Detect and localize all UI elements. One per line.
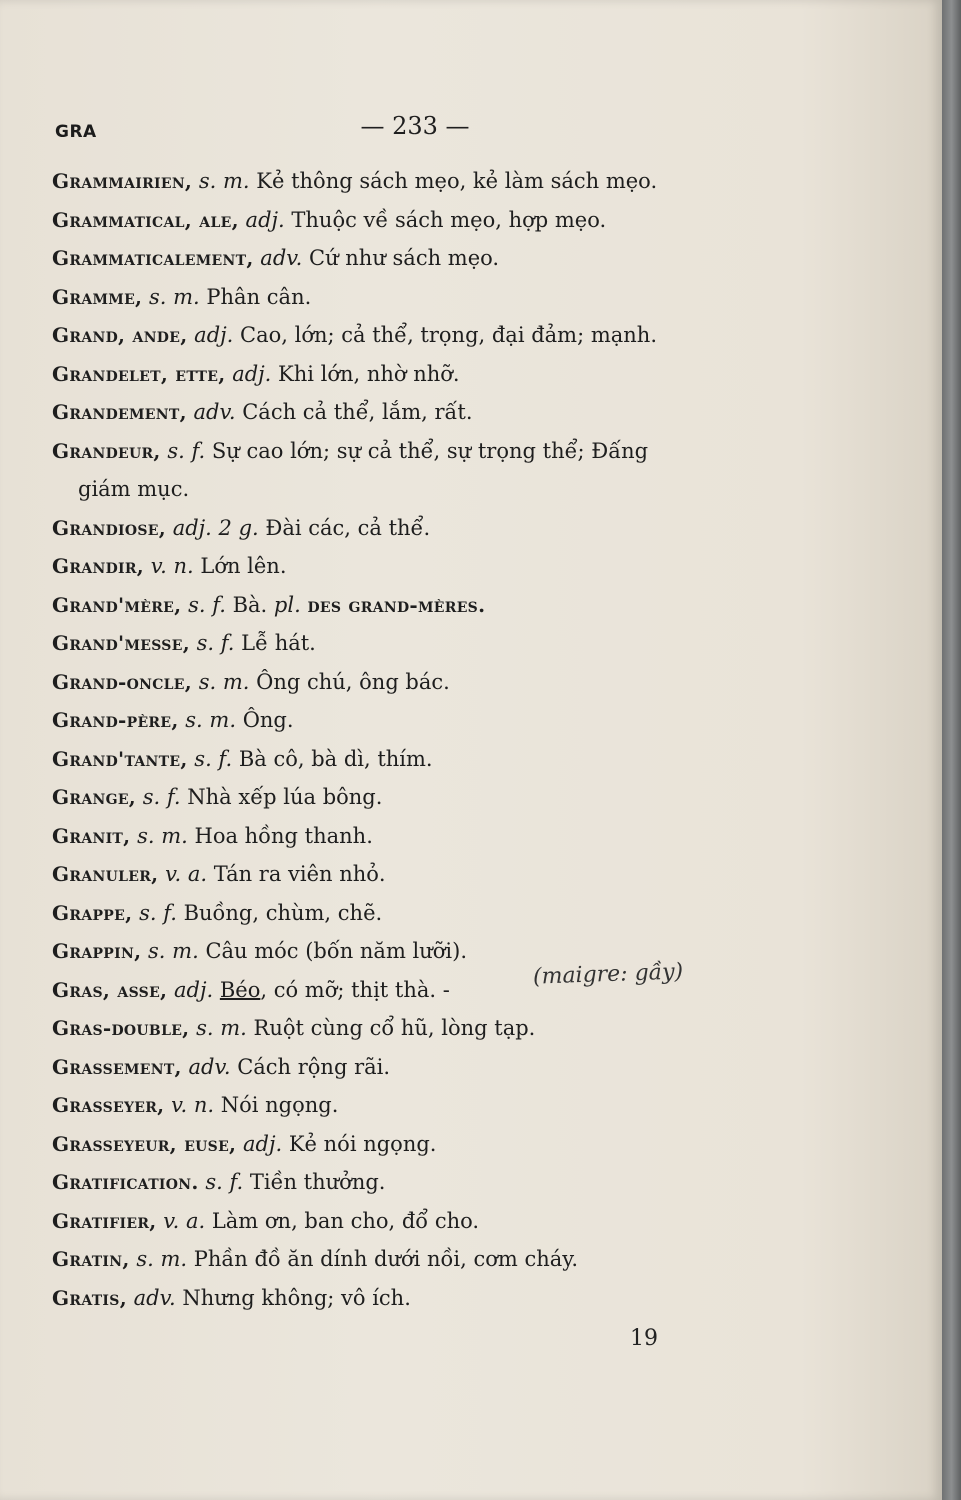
dictionary-entry xyxy=(52,740,772,779)
grammar-label: adj. xyxy=(194,323,234,347)
headword: Grandement, xyxy=(52,400,187,424)
dictionary-entry xyxy=(52,1086,772,1125)
dictionary-entry xyxy=(52,547,772,586)
grammar-label: adj. xyxy=(174,977,214,1002)
headword: Grammatical, ale, xyxy=(52,207,239,232)
definition: Tiền thưởng. xyxy=(249,1170,386,1194)
definition: Câu móc (bốn năm lưỡi). xyxy=(205,939,468,963)
definition: Bà. xyxy=(232,592,268,617)
dictionary-entry xyxy=(52,1048,772,1087)
definition: Hoa hồng thanh. xyxy=(194,823,373,848)
definition: Kẻ thông sách mẹo, kẻ làm sách mẹo. xyxy=(256,169,658,193)
grammar-label: s. f. xyxy=(142,785,181,809)
headword: Grand-père, xyxy=(52,708,179,732)
dictionary-entry xyxy=(52,278,772,317)
dictionary-entry xyxy=(52,701,772,740)
grammar-label: s. m. xyxy=(198,169,250,193)
definition: Đài các, cả thể. xyxy=(265,515,431,540)
headword: Grappe, xyxy=(52,900,133,925)
headword: Grand'mère, xyxy=(52,592,182,617)
dictionary-entry xyxy=(52,1279,772,1318)
grammar-label: s. m. xyxy=(185,708,236,732)
handwritten-annotation: (maigre: gầy) xyxy=(532,959,684,990)
headword: Grasseyer, xyxy=(52,1093,165,1117)
grammar-label: v. a. xyxy=(165,862,208,886)
headword: Grassement, xyxy=(52,1054,182,1079)
definition: Nhưng không; vô ích. xyxy=(182,1285,411,1310)
definition-continuation: giám mục. xyxy=(78,477,190,501)
guide-word: GRA xyxy=(55,122,97,142)
grammar-label: s. m. xyxy=(137,823,188,848)
headword: Grandelet, ette, xyxy=(52,361,226,386)
headword: Gratification. xyxy=(52,1170,199,1194)
definition: Ông. xyxy=(242,708,294,732)
headword: Gratifier, xyxy=(52,1208,157,1233)
dictionary-entry xyxy=(52,1240,772,1279)
dictionary-entry xyxy=(52,624,772,663)
headword: Grandeur, xyxy=(52,438,161,463)
definition: Sự cao lớn; sự cả thể, sự trọng thể; Đấng xyxy=(211,438,649,463)
definition: Cứ như sách mẹo. xyxy=(309,246,500,270)
dictionary-entry xyxy=(52,1009,772,1048)
dictionary-entry xyxy=(52,586,772,625)
entry-list xyxy=(52,162,772,1317)
definition: Bà cô, bà dì, thím. xyxy=(238,746,433,771)
headword: Grappin, xyxy=(52,939,142,963)
dictionary-entry xyxy=(52,393,772,432)
headword: Grammairien, xyxy=(52,169,193,193)
grammar-label: s. f. xyxy=(188,592,226,617)
definition: Lễ hát. xyxy=(241,631,316,655)
dictionary-entry xyxy=(52,778,772,817)
headword: Gramme, xyxy=(52,284,143,309)
definition: Khi lớn, nhờ nhỡ. xyxy=(278,361,460,386)
headword: Grasseyeur, euse, xyxy=(52,1131,237,1156)
grammar-label: adv. xyxy=(260,246,303,270)
headword: Grange, xyxy=(52,785,137,809)
grammar-label: s. m. xyxy=(198,669,250,694)
grammar-label: s. f. xyxy=(196,631,235,655)
headword: Grandiose, xyxy=(52,515,167,540)
definition: Nói ngọng. xyxy=(220,1093,339,1117)
dictionary-entry xyxy=(52,663,772,702)
headword: Gras-double, xyxy=(52,1016,190,1040)
headword: Gratin, xyxy=(52,1247,130,1271)
grammar-label: s. m. xyxy=(136,1247,188,1271)
definition: Làm ơn, ban cho, đổ cho. xyxy=(211,1208,480,1233)
underlined-word: Béo xyxy=(219,977,261,1002)
headword: Grand-oncle, xyxy=(52,669,193,694)
plural-label: pl. xyxy=(273,592,301,617)
definition: Buồng, chùm, chẽ. xyxy=(183,900,383,925)
definition: Cao, lớn; cả thể, trọng, đại đảm; mạnh. xyxy=(240,323,658,347)
definition: , có mỡ; thịt thà. - xyxy=(260,977,450,1002)
grammar-label: s. f. xyxy=(139,900,177,925)
grammar-label: adj. 2 g. xyxy=(172,515,259,540)
headword: Granuler, xyxy=(52,862,159,886)
definition: Cách cả thể, lắm, rất. xyxy=(242,400,473,424)
dictionary-entry xyxy=(52,855,772,894)
headword: Grand'tante, xyxy=(52,746,188,771)
grammar-label: adj. xyxy=(245,207,285,232)
dictionary-entry xyxy=(52,509,772,548)
grammar-label: adv. xyxy=(188,1054,231,1079)
grammar-label: s. f. xyxy=(167,438,206,463)
plural-form: des grand-mères. xyxy=(307,592,486,617)
page-number: — 233 — xyxy=(360,112,470,140)
definition: Phần đồ ăn dính dưới nồi, cơm cháy. xyxy=(193,1247,579,1271)
grammar-label: adj. xyxy=(232,361,272,386)
headword: Grand'messe, xyxy=(52,631,190,655)
definition: Kẻ nói ngọng. xyxy=(288,1131,437,1156)
headword: Grand, ande, xyxy=(52,323,188,347)
grammar-label: s. m. xyxy=(196,1016,247,1040)
dictionary-entry xyxy=(52,817,772,856)
definition: Nhà xếp lúa bông. xyxy=(187,785,383,809)
headword: Grandir, xyxy=(52,554,145,578)
grammar-label: s. m. xyxy=(149,284,200,309)
dictionary-entry xyxy=(52,239,772,278)
dictionary-entry xyxy=(52,432,762,509)
definition: Thuộc về sách mẹo, hợp mẹo. xyxy=(291,207,607,232)
definition: Phân cân. xyxy=(206,284,312,309)
definition: Ông chú, ông bác. xyxy=(256,669,450,694)
grammar-label: adv. xyxy=(133,1285,176,1310)
grammar-label: v. n. xyxy=(171,1093,215,1117)
dictionary-entry xyxy=(52,355,772,394)
definition: Ruột cùng cổ hũ, lòng tạp. xyxy=(253,1016,536,1040)
grammar-label: adv. xyxy=(193,400,236,424)
grammar-label: v. n. xyxy=(150,554,194,578)
grammar-label: s. f. xyxy=(205,1170,244,1194)
dictionary-entry xyxy=(52,316,772,355)
signature-mark: 19 xyxy=(630,1326,658,1351)
dictionary-entry xyxy=(52,894,772,933)
grammar-label: s. m. xyxy=(148,939,199,963)
definition: Lớn lên. xyxy=(200,554,287,578)
dictionary-entry xyxy=(52,1202,772,1241)
page-edge xyxy=(942,0,961,1500)
page-header xyxy=(55,108,765,148)
grammar-label: s. f. xyxy=(194,746,233,771)
definition: Cách rộng rãi. xyxy=(237,1054,391,1079)
headword: Gras, asse, xyxy=(52,977,168,1002)
grammar-label: v. a. xyxy=(163,1208,206,1233)
headword: Granit, xyxy=(52,823,131,848)
headword: Gratis, xyxy=(52,1285,127,1310)
headword: Grammaticalement, xyxy=(52,246,254,270)
dictionary-entry xyxy=(52,1163,772,1202)
definition: Tán ra viên nhỏ. xyxy=(213,862,386,886)
dictionary-entry xyxy=(52,162,772,201)
dictionary-entry xyxy=(52,1125,772,1164)
grammar-label: adj. xyxy=(243,1131,283,1156)
dictionary-entry xyxy=(52,201,772,240)
